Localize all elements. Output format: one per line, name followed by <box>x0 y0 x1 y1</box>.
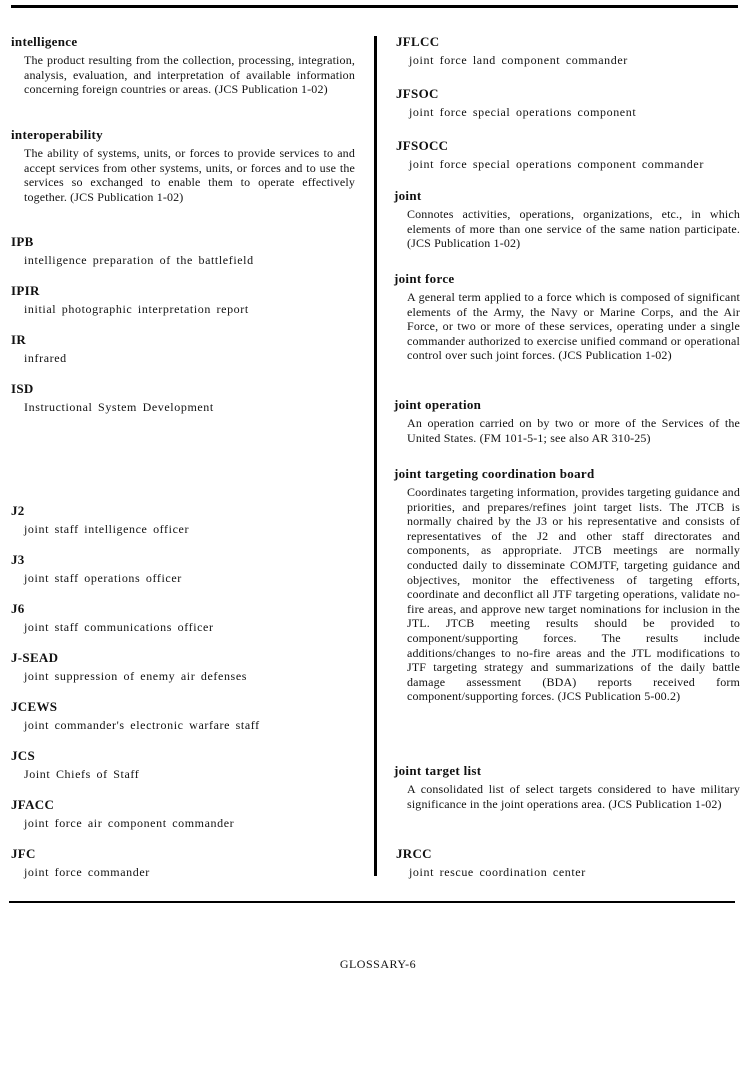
glossary-definition: joint suppression of enemy air defenses <box>24 669 248 683</box>
glossary-term: JFC <box>11 846 36 861</box>
glossary-definition: infrared <box>24 351 67 365</box>
glossary-entry <box>11 601 355 635</box>
glossary-entry <box>11 846 355 880</box>
glossary-definition: joint force commander <box>24 865 150 879</box>
bottom-rule <box>9 901 735 903</box>
glossary-definition: An operation carried on by two or more of the Services of the United States. (FM 101-5-1; see also AR 310-25) <box>407 416 740 445</box>
glossary-definition: joint rescue coordination center <box>409 865 586 879</box>
glossary-term: JCEWS <box>11 699 58 714</box>
glossary-term: IPB <box>11 234 34 249</box>
glossary-entry <box>396 846 742 880</box>
glossary-entry <box>11 332 355 366</box>
glossary-entry <box>394 466 740 704</box>
glossary-entry <box>11 650 355 684</box>
glossary-entry <box>394 271 740 363</box>
glossary-entry <box>396 138 742 172</box>
glossary-term: joint targeting coordination board <box>394 466 595 481</box>
glossary-entry <box>11 699 355 733</box>
glossary-entry <box>11 127 355 204</box>
glossary-entry <box>11 797 355 831</box>
glossary-term: JFLCC <box>396 34 440 49</box>
glossary-term: J3 <box>11 552 25 567</box>
glossary-term: IR <box>11 332 27 347</box>
glossary-term: ISD <box>11 381 34 396</box>
glossary-definition: intelligence preparation of the battlefield <box>24 253 254 267</box>
glossary-entry <box>394 763 740 811</box>
glossary-definition: Instructional System Development <box>24 400 214 414</box>
glossary-definition: joint staff communications officer <box>24 620 214 634</box>
glossary-entry <box>11 283 355 317</box>
glossary-definition: A consolidated list of select targets considered to have military significance in the joint operations area. (JCS Publication 1-02) <box>407 782 740 811</box>
glossary-term: J2 <box>11 503 25 518</box>
glossary-definition: Connotes activities, operations, organizations, etc., in which elements of more than one service of the same nation participate. (JCS Publication 1-02) <box>407 207 740 251</box>
glossary-entry <box>11 552 355 586</box>
glossary-term: intelligence <box>11 34 78 49</box>
glossary-definition: The ability of systems, units, or forces to provide services to and accept services from other systems, units, or forces and to use the services so exchanged to enable them to operate effectively together. (JCS Publication 1-02) <box>24 146 355 204</box>
glossary-term: joint force <box>394 271 455 286</box>
glossary-definition: Coordinates targeting information, provides targeting guidance and priorities, and prepares/refines joint target lists. The JTCB is normally chaired by the J3 or his representative and consists of representatives of the J2 and other staff directorates and components, as appropriate. JTCB meetings are normally conducted daily to disseminate COMJTF, targeting guidance and objectives, monitor the effectiveness of targeting efforts, coordinate and deconflict all JTF targeting operations, validate no-fire areas, and approve new target nominations for inclusion in the JTL. JTCB meeting results should be provided to component/supporting forces. The results include additions/changes to no-fire areas and the JTL modifications to JTF targeting strategy and summarizations of the daily battle damage assessment (BDA) reports received form component/supporting forces. (JCS Publication 5-00.2) <box>407 485 740 704</box>
glossary-term: JFSOC <box>396 86 439 101</box>
glossary-term: JFACC <box>11 797 55 812</box>
glossary-entry <box>394 397 740 445</box>
glossary-definition: Joint Chiefs of Staff <box>24 767 140 781</box>
glossary-entry <box>11 234 355 268</box>
glossary-term: J-SEAD <box>11 650 59 665</box>
glossary-definition: joint force special operations component <box>409 105 637 119</box>
glossary-entry <box>11 748 355 782</box>
glossary-term: joint target list <box>394 763 482 778</box>
glossary-term: joint <box>394 188 422 203</box>
page-number: GLOSSARY-6 <box>339 957 417 971</box>
glossary-term: JCS <box>11 748 36 763</box>
glossary-definition: joint force special operations component commander <box>409 157 704 171</box>
glossary-definition: joint force land component commander <box>409 53 628 67</box>
glossary-entry <box>394 188 740 251</box>
glossary-definition: The product resulting from the collection, processing, integration, analysis, evaluation, and interpretation of available information concerning foreign countries or areas. (JCS Publication 1-02) <box>24 53 355 97</box>
glossary-entry <box>396 34 742 68</box>
glossary-term: joint operation <box>394 397 482 412</box>
glossary-term: JRCC <box>396 846 432 861</box>
column-divider <box>374 36 377 876</box>
glossary-entry <box>11 503 355 537</box>
glossary-definition: initial photographic interpretation report <box>24 302 249 316</box>
glossary-definition: joint staff intelligence officer <box>24 522 190 536</box>
glossary-term: JFSOCC <box>396 138 449 153</box>
glossary-entry <box>11 381 355 415</box>
glossary-definition: joint force air component commander <box>24 816 235 830</box>
glossary-term: IPIR <box>11 283 40 298</box>
glossary-term: interoperability <box>11 127 103 142</box>
glossary-definition: joint commander's electronic warfare staff <box>24 718 260 732</box>
glossary-entry <box>396 86 742 120</box>
top-rule <box>11 5 738 8</box>
glossary-definition: A general term applied to a force which is composed of significant elements of the Army, the Navy or Marine Corps, and the Air Force, or two or more of these services, operating under a single commander authorized to exercise unified command or operational control over such joint forces. (JCS Publication 1-02) <box>407 290 740 363</box>
glossary-entry <box>11 34 355 97</box>
glossary-definition: joint staff operations officer <box>24 571 182 585</box>
glossary-term: J6 <box>11 601 25 616</box>
